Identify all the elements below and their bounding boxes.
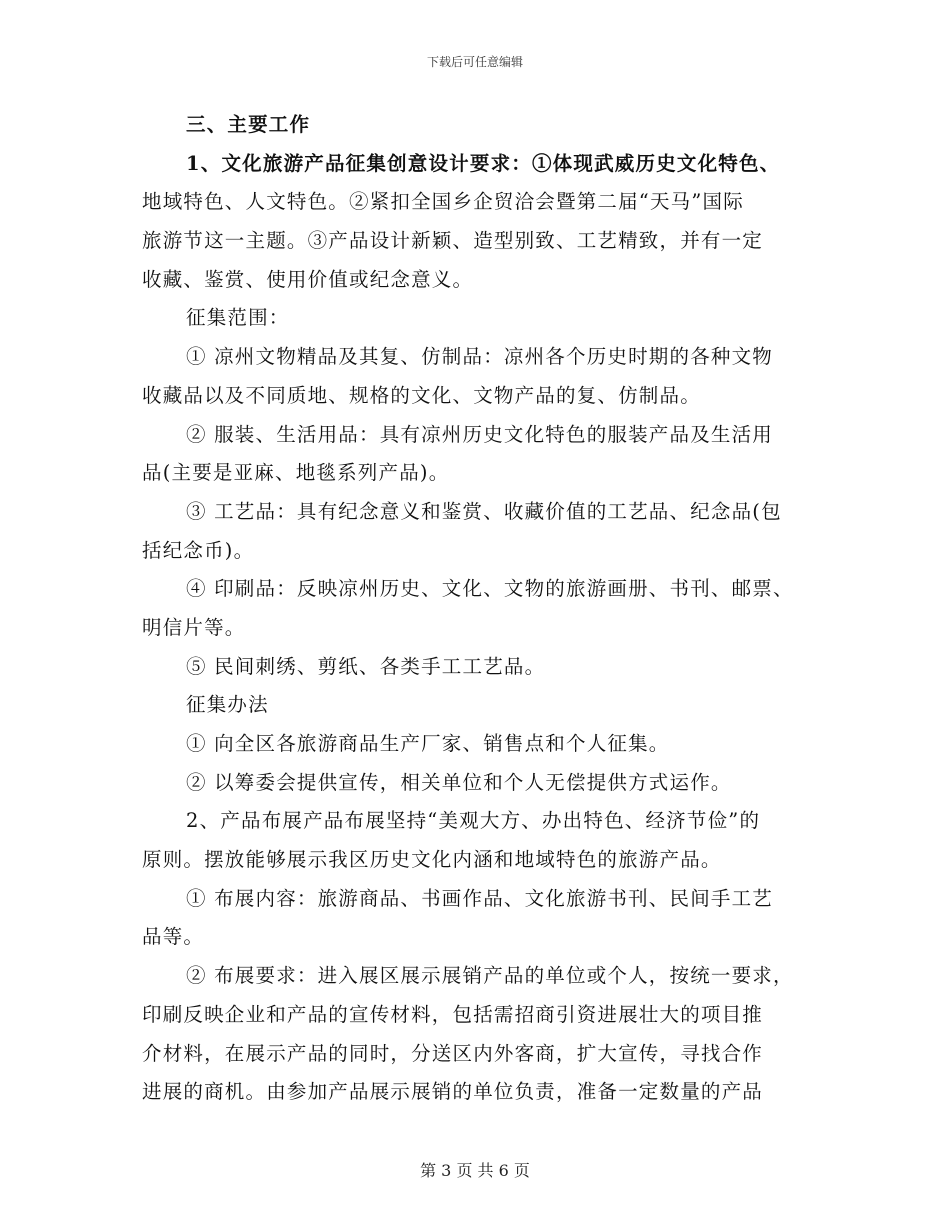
paragraph-line: 印刷反映企业和产品的宣传材料，包括需招商引资进展壮大的项目推 bbox=[142, 1002, 764, 1026]
paragraph-line: ② 布展要求：进入展区展示展销产品的单位或个人，按统一要求， bbox=[186, 964, 794, 988]
paragraph-line: 品(主要是亚麻、地毯系列产品)。 bbox=[142, 461, 450, 485]
paragraph-line: 1、文化旅游产品征集创意设计要求：①体现武威历史文化特色、 bbox=[186, 151, 781, 175]
paragraph-line: ① 向全区各旅游商品生产厂家、销售点和个人征集。 bbox=[186, 732, 670, 755]
paragraph-line: 地域特色、人文特色。②紧扣全国乡企贸洽会暨第二届“天马”国际 bbox=[142, 190, 744, 214]
document-body bbox=[142, 106, 822, 1112]
paragraph-line: 进展的商机。由参加产品展示展销的单位负责，准备一定数量的产品 bbox=[142, 1080, 764, 1104]
paragraph-line: 品等。 bbox=[142, 925, 205, 949]
paragraph-line: 明信片等。 bbox=[142, 615, 246, 639]
paragraph-line: 征集办法 bbox=[186, 693, 269, 717]
paragraph-line: ② 以筹委会提供宣传，相关单位和个人无偿提供方式运作。 bbox=[186, 770, 732, 794]
paragraph-line: ② 服装、生活用品：具有凉州历史文化特色的服装产品及生活用 bbox=[186, 422, 773, 446]
page-header: 下载后可任意编辑 bbox=[426, 55, 523, 69]
paragraph-line: ① 布展内容：旅游商品、书画作品、文化旅游书刊、民间手工艺 bbox=[186, 886, 773, 910]
paragraph-line: 征集范围： bbox=[186, 306, 290, 330]
section-heading: 三、主要工作 bbox=[186, 113, 311, 136]
paragraph-line: ④ 印刷品：反映凉州历史、文化、文物的旅游画册、书刊、邮票、 bbox=[186, 577, 794, 601]
paragraph-line: 收藏、鉴赏、使用价值或纪念意义。 bbox=[142, 267, 474, 291]
paragraph-line: 收藏品以及不同质地、规格的文化、文物产品的复、仿制品。 bbox=[142, 383, 701, 407]
page-footer: 第 3 页 共 6 页 bbox=[420, 1161, 530, 1180]
paragraph-line: ⑤ 民间刺绣、剪纸、各类手工工艺品。 bbox=[186, 654, 546, 678]
paragraph-line: ③ 工艺品：具有纪念意义和鉴赏、收藏价值的工艺品、纪念品(包 bbox=[186, 499, 782, 523]
paragraph-line: 介材料，在展示产品的同时，分送区内外客商，扩大宣传，寻找合作 bbox=[142, 1041, 764, 1065]
paragraph-line: 原则。摆放能够展示我区历史文化内涵和地域特色的旅游产品。 bbox=[142, 848, 722, 872]
paragraph-line: 括纪念币)。 bbox=[142, 538, 255, 562]
paragraph-line: ① 凉州文物精品及其复、仿制品：凉州各个历史时期的各种文物 bbox=[186, 345, 773, 369]
paragraph-line: 旅游节这一主题。③产品设计新颖、造型别致、工艺精致，并有一定 bbox=[142, 229, 764, 253]
paragraph-line: 2、产品布展产品布展坚持“美观大方、办出特色、经济节俭”的 bbox=[186, 809, 761, 833]
